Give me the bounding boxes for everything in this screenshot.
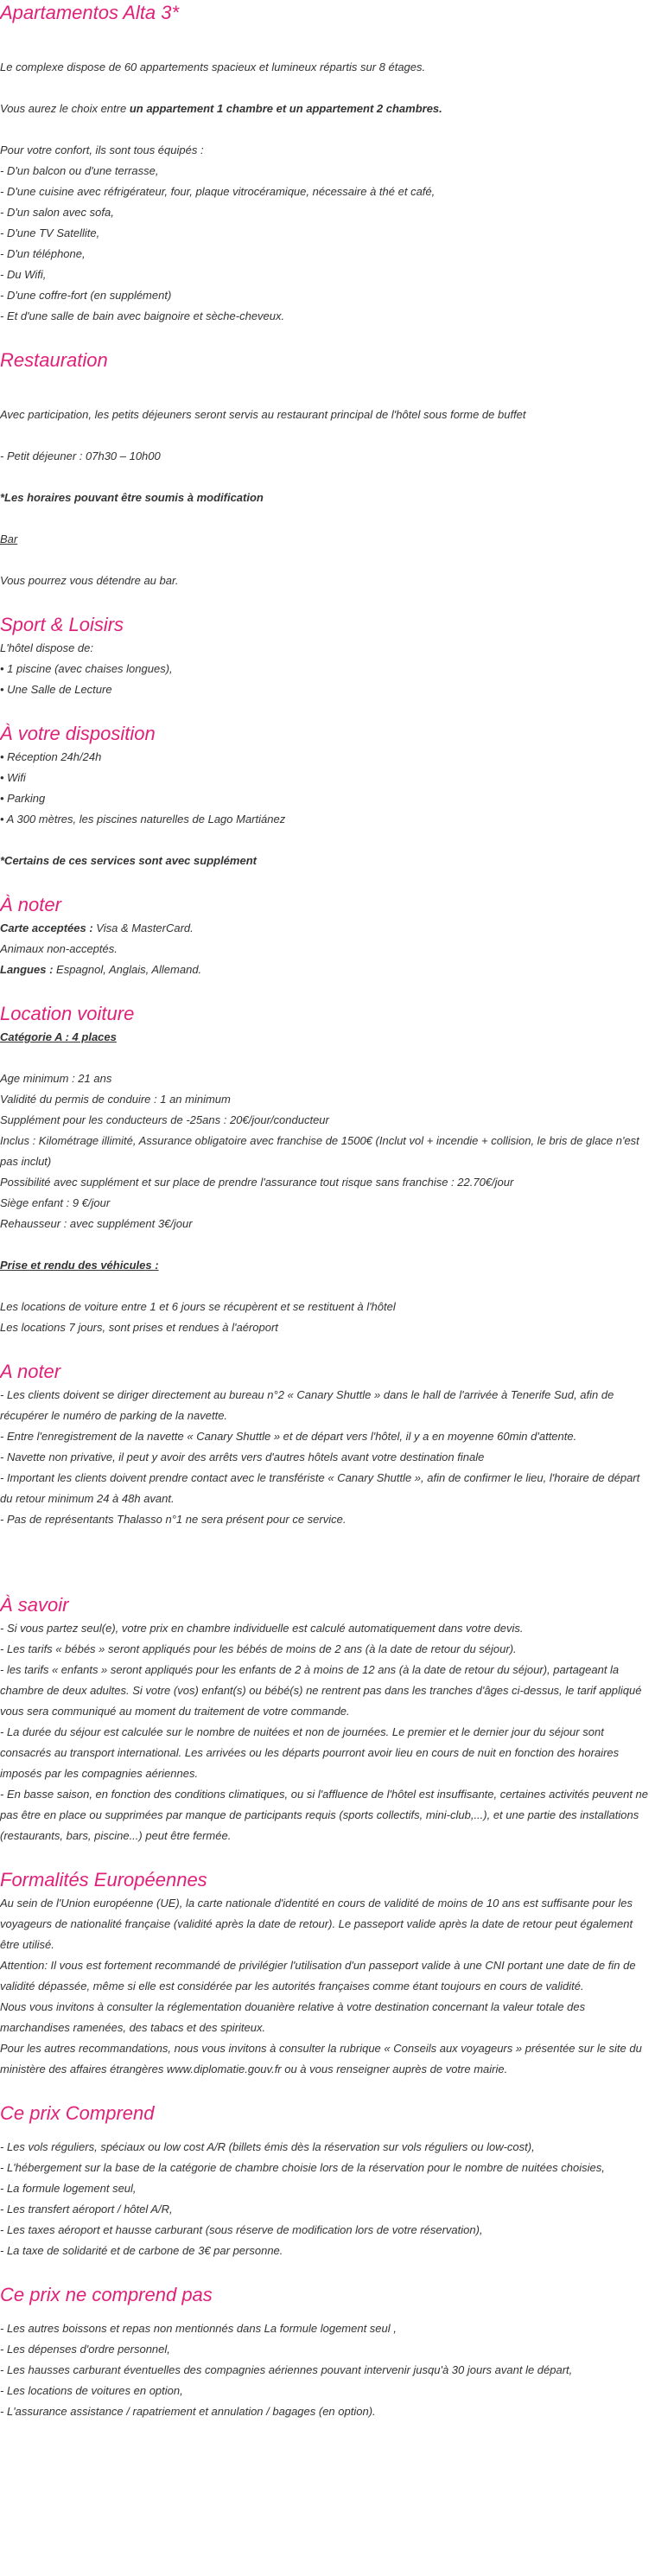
list-item: Validité du permis de conduire : 1 an minimum	[0, 1093, 231, 1106]
list-item: • A 300 mètres, les piscines naturelles de Lago Martiánez	[0, 813, 286, 826]
list-item: - Les autres boissons et repas non mentionnés dans La formule logement seul ,	[0, 2322, 397, 2335]
section-title-prix-comprend: Ce prix Comprend	[0, 2102, 155, 2124]
list-item: Rehausseur : avec supplément 3€/jour	[0, 1217, 193, 1230]
list-item: Au sein de l'Union européenne (UE), la carte nationale d'identité en cours de validité de moins de 10 ans est suffisante pour les voyageurs de nationalité française (validité après la date de retour). Le passeport valide après la date de retour peut également être utilisé.	[0, 1897, 633, 1951]
section-title-a-savoir: À savoir	[0, 1594, 69, 1616]
list-item: - Navette non privative, il peut y avoir des arrêts vers d'autres hôtels avant votre destination finale	[0, 1451, 485, 1463]
languages-label: Langues :	[0, 963, 54, 976]
bar-label: Bar	[0, 532, 18, 545]
languages-value: Espagnol, Anglais, Allemand.	[53, 963, 202, 976]
section-title-location-voiture: Location voiture	[0, 1003, 135, 1024]
list-item: - Important les clients doivent prendre contact avec le transfériste « Canary Shuttle », afin de confirmer le lieu, l'horaire de départ du retour minimum 24 à 48h avant.	[0, 1471, 640, 1505]
list-item: - D'une cuisine avec réfrigérateur, four, plaque vitrocéramique, nécessaire à thé et café,	[0, 185, 436, 198]
list-item: - D'une coffre-fort (en supplément)	[0, 289, 172, 302]
list-item: - D'un téléphone,	[0, 247, 86, 260]
list-item: - La taxe de solidarité et de carbone de 3€ par personne.	[0, 2244, 283, 2257]
list-item: - D'une TV Satellite,	[0, 226, 100, 239]
list-item: - Du Wifi,	[0, 268, 47, 281]
apartments-intro: Le complexe dispose de 60 appartements spacieux et lumineux répartis sur 8 étages.	[0, 61, 426, 73]
section-title-sport: Sport & Loisirs	[0, 614, 124, 635]
cards-value: Visa & MasterCard.	[92, 921, 194, 934]
car-category: Catégorie A : 4 places	[0, 1030, 117, 1043]
section-title-prix-ne-comprend-pas: Ce prix ne comprend pas	[0, 2284, 213, 2305]
list-item: - La formule logement seul,	[0, 2182, 137, 2195]
list-item: - Les dépenses d'ordre personnel,	[0, 2343, 170, 2356]
list-item: Age minimum : 21 ans	[0, 1072, 112, 1085]
list-item: Siège enfant : 9 €/jour	[0, 1196, 111, 1209]
section-title-a-noter: À noter	[0, 894, 61, 915]
services-note: *Certains de ces services sont avec supplément	[0, 854, 257, 867]
list-item: - Les vols réguliers, spéciaux ou low cost A/R (billets émis dès la réservation sur vols réguliers ou low-cost),	[0, 2140, 535, 2153]
list-item: - D'un salon avec sofa,	[0, 206, 114, 219]
apartments-choice-bold: un appartement 1 chambre et un appartement 2 chambres.	[129, 102, 442, 115]
list-item: • Parking	[0, 792, 46, 805]
list-item: Les locations de voiture entre 1 et 6 jours se récupèrent et se restituent à l'hôtel	[0, 1300, 396, 1313]
list-item: • Wifi	[0, 771, 26, 784]
list-item: - Les clients doivent se diriger directement au bureau n°2 « Canary Shuttle » dans le hall de l'arrivée à Tenerife Sud, afin de récupérer le numéro de parking de la navette.	[0, 1388, 614, 1422]
list-item: - L'assurance assistance / rapatriement et annulation / bagages (en option).	[0, 2405, 376, 2418]
bar-text: Vous pourrez vous détendre au bar.	[0, 574, 179, 587]
list-item: • Une Salle de Lecture	[0, 683, 112, 696]
list-item: Supplément pour les conducteurs de -25ans : 20€/jour/conducteur	[0, 1113, 329, 1126]
list-item: - L'hébergement sur la base de la catégorie de chambre choisie lors de la réservation pour le nombre de nuitées choisies,	[0, 2161, 605, 2174]
list-item: - D'un balcon ou d'une terrasse,	[0, 164, 159, 177]
list-item: - Les transfert aéroport / hôtel A/R,	[0, 2203, 173, 2216]
pickup-title: Prise et rendu des véhicules :	[0, 1259, 159, 1272]
list-item: Les locations 7 jours, sont prises et rendues à l'aéroport	[0, 1321, 278, 1334]
section-title-a-noter-2: A noter	[0, 1361, 61, 1382]
list-item: - Les hausses carburant éventuelles des compagnies aériennes pouvant intervenir jusqu'à 30 jours avant le départ,	[0, 2363, 573, 2376]
list-item: • 1 piscine (avec chaises longues),	[0, 662, 173, 675]
list-item: - Entre l'enregistrement de la navette « Canary Shuttle » et de départ vers l'hôtel, il y a en moyenne 60min d'attente.	[0, 1430, 577, 1443]
list-item: - Les tarifs « bébés » seront appliqués pour les bébés de moins de 2 ans (à la date de retour du séjour).	[0, 1642, 517, 1655]
list-item: • Réception 24h/24h	[0, 750, 102, 763]
section-title-formalites: Formalités Européennes	[0, 1869, 207, 1891]
list-item: - Pas de représentants Thalasso n°1 ne sera présent pour ce service.	[0, 1513, 347, 1526]
apartments-choice	[0, 99, 655, 119]
breakfast-hours: - Petit déjeuner : 07h30 – 10h00	[0, 450, 161, 462]
list-item: - En basse saison, en fonction des conditions climatiques, ou si l'affluence de l'hôtel est insuffisante, certaines activités peuvent ne pas être en place ou supprimées par manque de participants requis (sports collectifs, mini-club,...), et une partie des installations (restaurants, bars, piscine...) peut être fermée.	[0, 1788, 649, 1842]
list-item: - Si vous partez seul(e), votre prix en chambre individuelle est calculé automatiquement dans votre devis.	[0, 1622, 524, 1635]
cards-line	[0, 918, 655, 939]
section-title-restauration: Restauration	[0, 349, 108, 371]
list-item: - Et d'une salle de bain avec baignoire et sèche-cheveux.	[0, 309, 285, 322]
cards-label: Carte acceptées :	[0, 921, 93, 934]
list-item: - La durée du séjour est calculée sur le nombre de nuitées et non de journées. Le premier et le dernier jour du séjour sont consacrés au transport international. Les arrivées ou les départs pourront avoir lieu en cours de nuit en fonction des horaires imposés par les compagnies aériennes.	[0, 1725, 620, 1780]
list-item: Attention: Il vous est fortement recommandé de privilégier l'utilisation d'un passeport valide à une CNI portant une date de fin de validité dépassée, même si elle est considérée par les autorités françaises comme étant toujours en cours de validité.	[0, 1959, 636, 1993]
list-item: Possibilité avec supplément et sur place de prendre l'assurance tout risque sans franchise : 22.70€/jour	[0, 1176, 514, 1189]
languages-line	[0, 960, 655, 980]
list-item: - les tarifs « enfants » seront appliqués pour les enfants de 2 à moins de 12 ans (à la date de retour du séjour), partageant la chambre de deux adultes. Si votre (vos) enfant(s) ou bébé(s) ne rentrent pas dans les tranches d'âges ci-dessus, le tarif appliqué vous sera communiqué au moment du traitement de votre commande.	[0, 1663, 642, 1718]
comfort-intro: Pour votre confort, ils sont tous équipés :	[0, 143, 204, 156]
section-title-apartments: Apartamentos Alta 3*	[0, 2, 180, 23]
apartments-choice-prefix: Vous aurez le choix entre	[0, 102, 130, 115]
list-item: - Les taxes aéroport et hausse carburant (sous réserve de modification lors de votre réservation),	[0, 2223, 483, 2236]
restauration-intro: Avec participation, les petits déjeuners seront servis au restaurant principal de l'hôtel sous forme de buffet	[0, 408, 526, 421]
section-title-disposition: À votre disposition	[0, 723, 156, 744]
list-item: Pour les autres recommandations, nous vous invitons à consulter la rubrique « Conseils aux voyageurs » présentée sur le site du ministère des affaires étrangères www.diplomatie.gouv.fr ou à vous renseigner auprès de votre mairie.	[0, 2042, 642, 2075]
sport-intro: L'hôtel dispose de:	[0, 641, 94, 654]
list-item: Inclus : Kilométrage illimité, Assurance obligatoire avec franchise de 1500€ (Inclut vol + incendie + collision, le bris de glace n'est pas inclut)	[0, 1134, 639, 1168]
list-item: Nous vous invitons à consulter la réglementation douanière relative à votre destination concernant la valeur totale des marchandises ramenées, des tabacs et des spiriteux.	[0, 2000, 586, 2034]
animals-line: Animaux non-acceptés.	[0, 942, 118, 955]
hours-note: *Les horaires pouvant être soumis à modification	[0, 491, 264, 504]
list-item: - Les locations de voitures en option,	[0, 2384, 183, 2397]
